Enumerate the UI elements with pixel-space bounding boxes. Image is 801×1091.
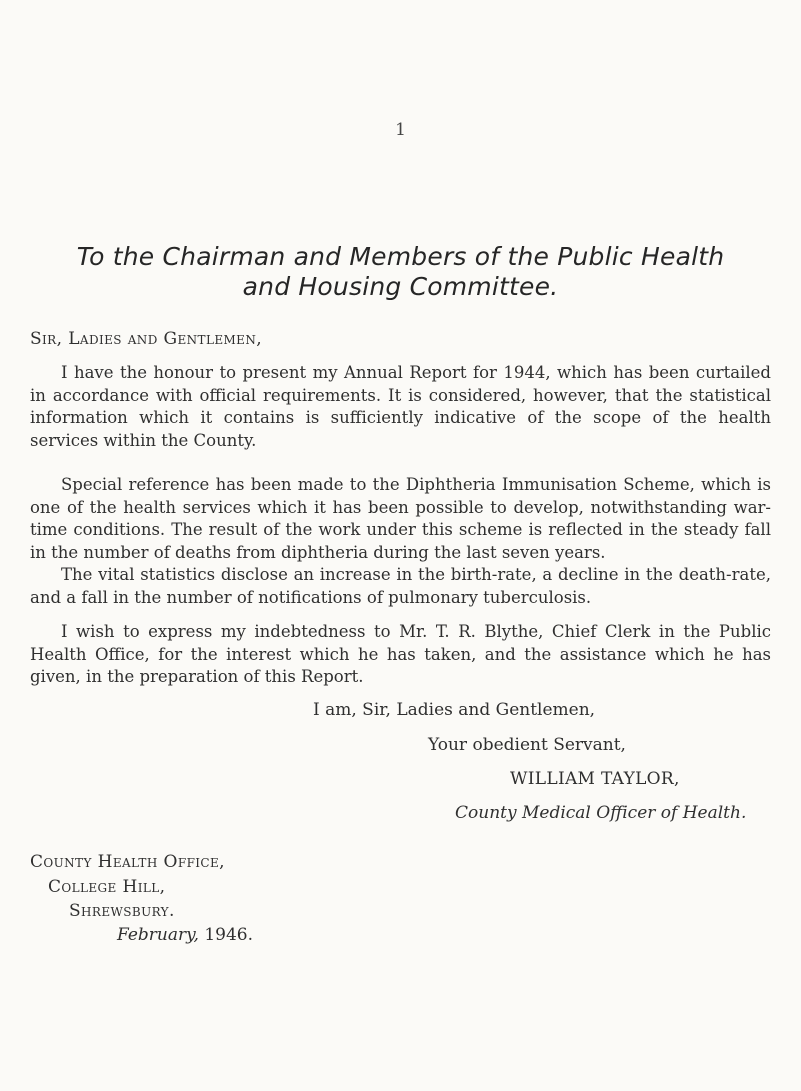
address-line-3: Shrewsbury. xyxy=(69,901,175,921)
address-line-2: College Hill, xyxy=(48,877,166,897)
paragraph-3: The vital statistics disclose an increase in the birth-rate, a decline in the death-rate, and a fall in the number of notifications of pulmonary tuberculosis. xyxy=(30,565,771,607)
letter-title-line-2: and Housing Committee. xyxy=(242,272,559,301)
signature-name: WILLIAM TAYLOR, xyxy=(510,769,680,789)
address-date-month: February, xyxy=(117,925,199,945)
address-date xyxy=(117,925,253,945)
paragraph-4: I wish to express my indebtedness to Mr. T. R. Blythe, Chief Clerk in the Public Health Office, for the interest which he has taken, and the assistance which he has given, in the preparation of this Report. xyxy=(30,622,771,686)
signature-role: County Medical Officer of Health. xyxy=(455,803,747,823)
salutation: Sir, Ladies and Gentlemen, xyxy=(30,329,263,349)
address-line-1: County Health Office, xyxy=(30,852,225,872)
signature-servant: Your obedient Servant, xyxy=(428,735,626,755)
address-date-year: 1946. xyxy=(204,925,253,945)
letter-title-line-1: To the Chairman and Members of the Public Health xyxy=(76,242,725,271)
signature-closing: I am, Sir, Ladies and Gentlemen, xyxy=(313,700,596,720)
paragraph-1: I have the honour to present my Annual Report for 1944, which has been curtailed in accordance with official requirements. It is considered, however, that the statistical information which it contains is sufficiently indicative of the scope of the health services within the County. xyxy=(30,363,771,450)
page-number: 1 xyxy=(395,120,406,140)
paragraph-2: Special reference has been made to the Diphtheria Immunisation Scheme, which is one of the health services which it has been possible to develop, notwithstanding war-time conditions. The result of the work under this scheme is reflected in the steady fall in the number of deaths from diphtheria during the last seven years. xyxy=(30,475,771,562)
